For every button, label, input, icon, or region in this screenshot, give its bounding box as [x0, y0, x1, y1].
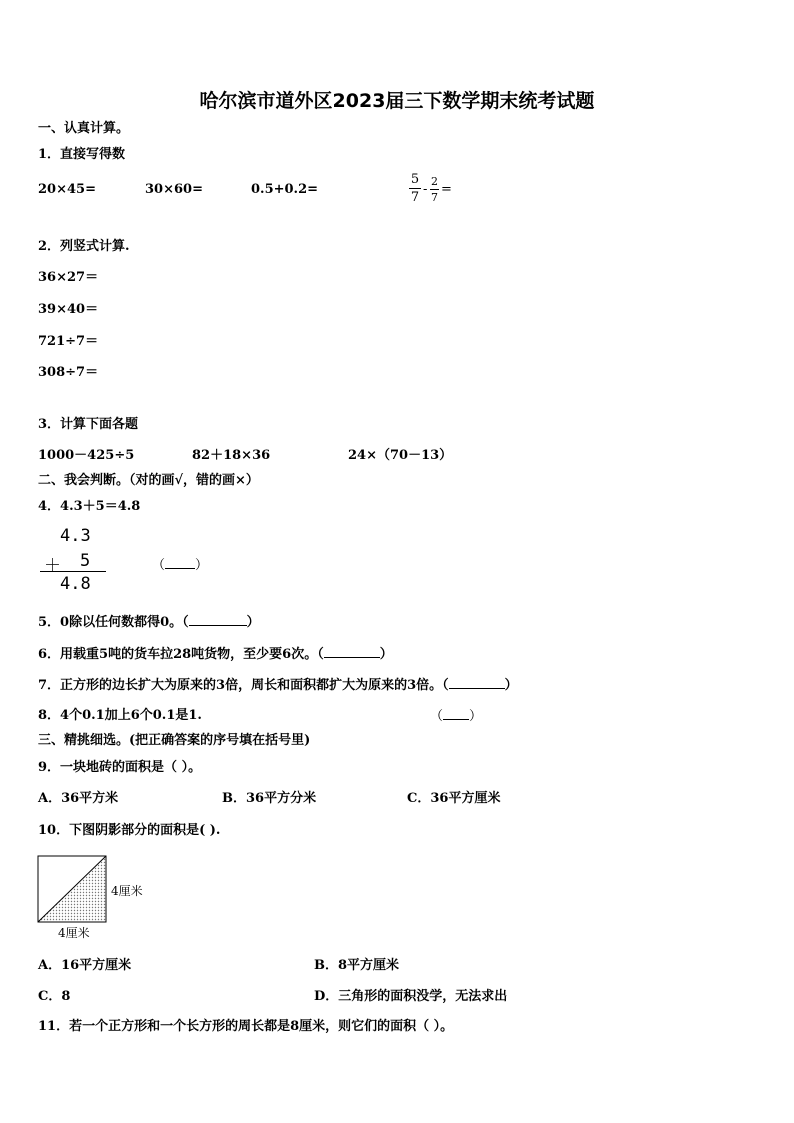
- fraction-equals: =: [441, 182, 452, 197]
- q7-answer-blank[interactable]: [449, 676, 505, 689]
- vertical-result: 4.8: [60, 574, 91, 594]
- fraction-a-bar: [409, 188, 421, 189]
- q1-item-1: 20×45=: [38, 182, 96, 197]
- q1-label: 1．直接写得数: [38, 147, 126, 162]
- section-1-heading: 一、认真计算。: [38, 121, 130, 136]
- section-2-heading: 二、我会判断。（对的画√，错的画×）: [38, 473, 259, 488]
- vertical-operator: ＋: [44, 556, 61, 576]
- q5-answer-blank[interactable]: [189, 613, 247, 626]
- q4-answer-blank[interactable]: [165, 556, 195, 569]
- q1-item-2: 30×60=: [145, 182, 203, 197]
- q7-text: 7．正方形的边长扩大为原来的3倍，周长和面积都扩大为原来的3倍。（: [38, 678, 449, 693]
- q7-paren-close: ）: [504, 678, 518, 693]
- page-title: 哈尔滨市道外区2023届三下数学期末统考试题: [199, 90, 595, 112]
- q9-option-a[interactable]: A．36平方米: [38, 791, 119, 806]
- q6-paren-close: ）: [379, 647, 393, 662]
- vertical-rule: [40, 571, 106, 572]
- fraction-b-denominator: 7: [431, 191, 438, 204]
- q4-paren-close: ）: [195, 558, 209, 573]
- q7: [38, 676, 518, 695]
- q9-option-b[interactable]: B．36平方分米: [222, 791, 317, 806]
- q8-answer[interactable]: [430, 707, 482, 726]
- q8-text: 8．4个0.1加上6个0.1是1.: [38, 708, 202, 723]
- q6-answer-blank[interactable]: [324, 645, 380, 658]
- q11-text: 11．若一个正方形和一个长方形的周长都是8厘米，则它们的面积（ ）。: [38, 1019, 454, 1034]
- q2-item-3: 721÷7＝: [38, 334, 99, 349]
- fraction-b: [430, 175, 439, 204]
- q3-item-2: 82＋18×36: [192, 448, 271, 463]
- q8-paren-close: ）: [469, 709, 483, 724]
- q3-label: 3．计算下面各题: [38, 417, 139, 432]
- fraction-b-numerator: 2: [431, 175, 438, 188]
- q4-paren-open: （: [152, 558, 166, 573]
- q6-text: 6．用载重5吨的货车拉28吨货物，至少要6次。（: [38, 647, 324, 662]
- fraction-a-denominator: 7: [410, 190, 420, 205]
- q10-figure-square: [37, 855, 107, 923]
- q5: [38, 613, 260, 632]
- q9-option-c[interactable]: C．36平方厘米: [407, 791, 501, 806]
- section-3-heading: 三、精挑细选。(把正确答案的序号填在括号里): [38, 733, 311, 748]
- vertical-top: 4.3: [60, 526, 91, 546]
- q9-text: 9．一块地砖的面积是（ ）。: [38, 760, 202, 775]
- q6: [38, 645, 393, 664]
- fraction-a-numerator: 5: [410, 172, 420, 187]
- q8-paren-open: （: [430, 709, 444, 724]
- q2-item-1: 36×27＝: [38, 270, 99, 285]
- q3-item-3: 24×（70－13）: [348, 448, 453, 463]
- q2-item-2: 39×40＝: [38, 302, 99, 317]
- q4-label: 4．4.3＋5＝4.8: [38, 499, 141, 514]
- q10-label-bottom: 4厘米: [58, 926, 90, 940]
- q10-option-a[interactable]: A．16平方厘米: [38, 958, 132, 973]
- q10-option-d[interactable]: D．三角形的面积没学，无法求出: [314, 989, 508, 1004]
- q3-item-1: 1000－425÷5: [38, 448, 135, 463]
- q10-text: 10．下图阴影部分的面积是( ).: [38, 823, 221, 838]
- q10-label-right: 4厘米: [111, 884, 143, 898]
- q2-label: 2．列竖式计算.: [38, 239, 130, 254]
- q10-option-c[interactable]: C．8: [38, 989, 71, 1004]
- q5-paren-close: ）: [246, 615, 260, 630]
- fraction-a: [409, 172, 421, 205]
- q4-answer[interactable]: [152, 556, 208, 575]
- q2-item-4: 308÷7＝: [38, 365, 99, 380]
- fraction-operator: -: [423, 182, 428, 197]
- vertical-middle: 5: [80, 551, 91, 571]
- q1-item-3: 0.5+0.2=: [251, 182, 319, 197]
- q10-option-b[interactable]: B．8平方厘米: [314, 958, 400, 973]
- fraction-b-bar: [430, 189, 439, 190]
- q8-answer-blank[interactable]: [443, 707, 469, 720]
- q5-text: 5．0除以任何数都得0。（: [38, 615, 189, 630]
